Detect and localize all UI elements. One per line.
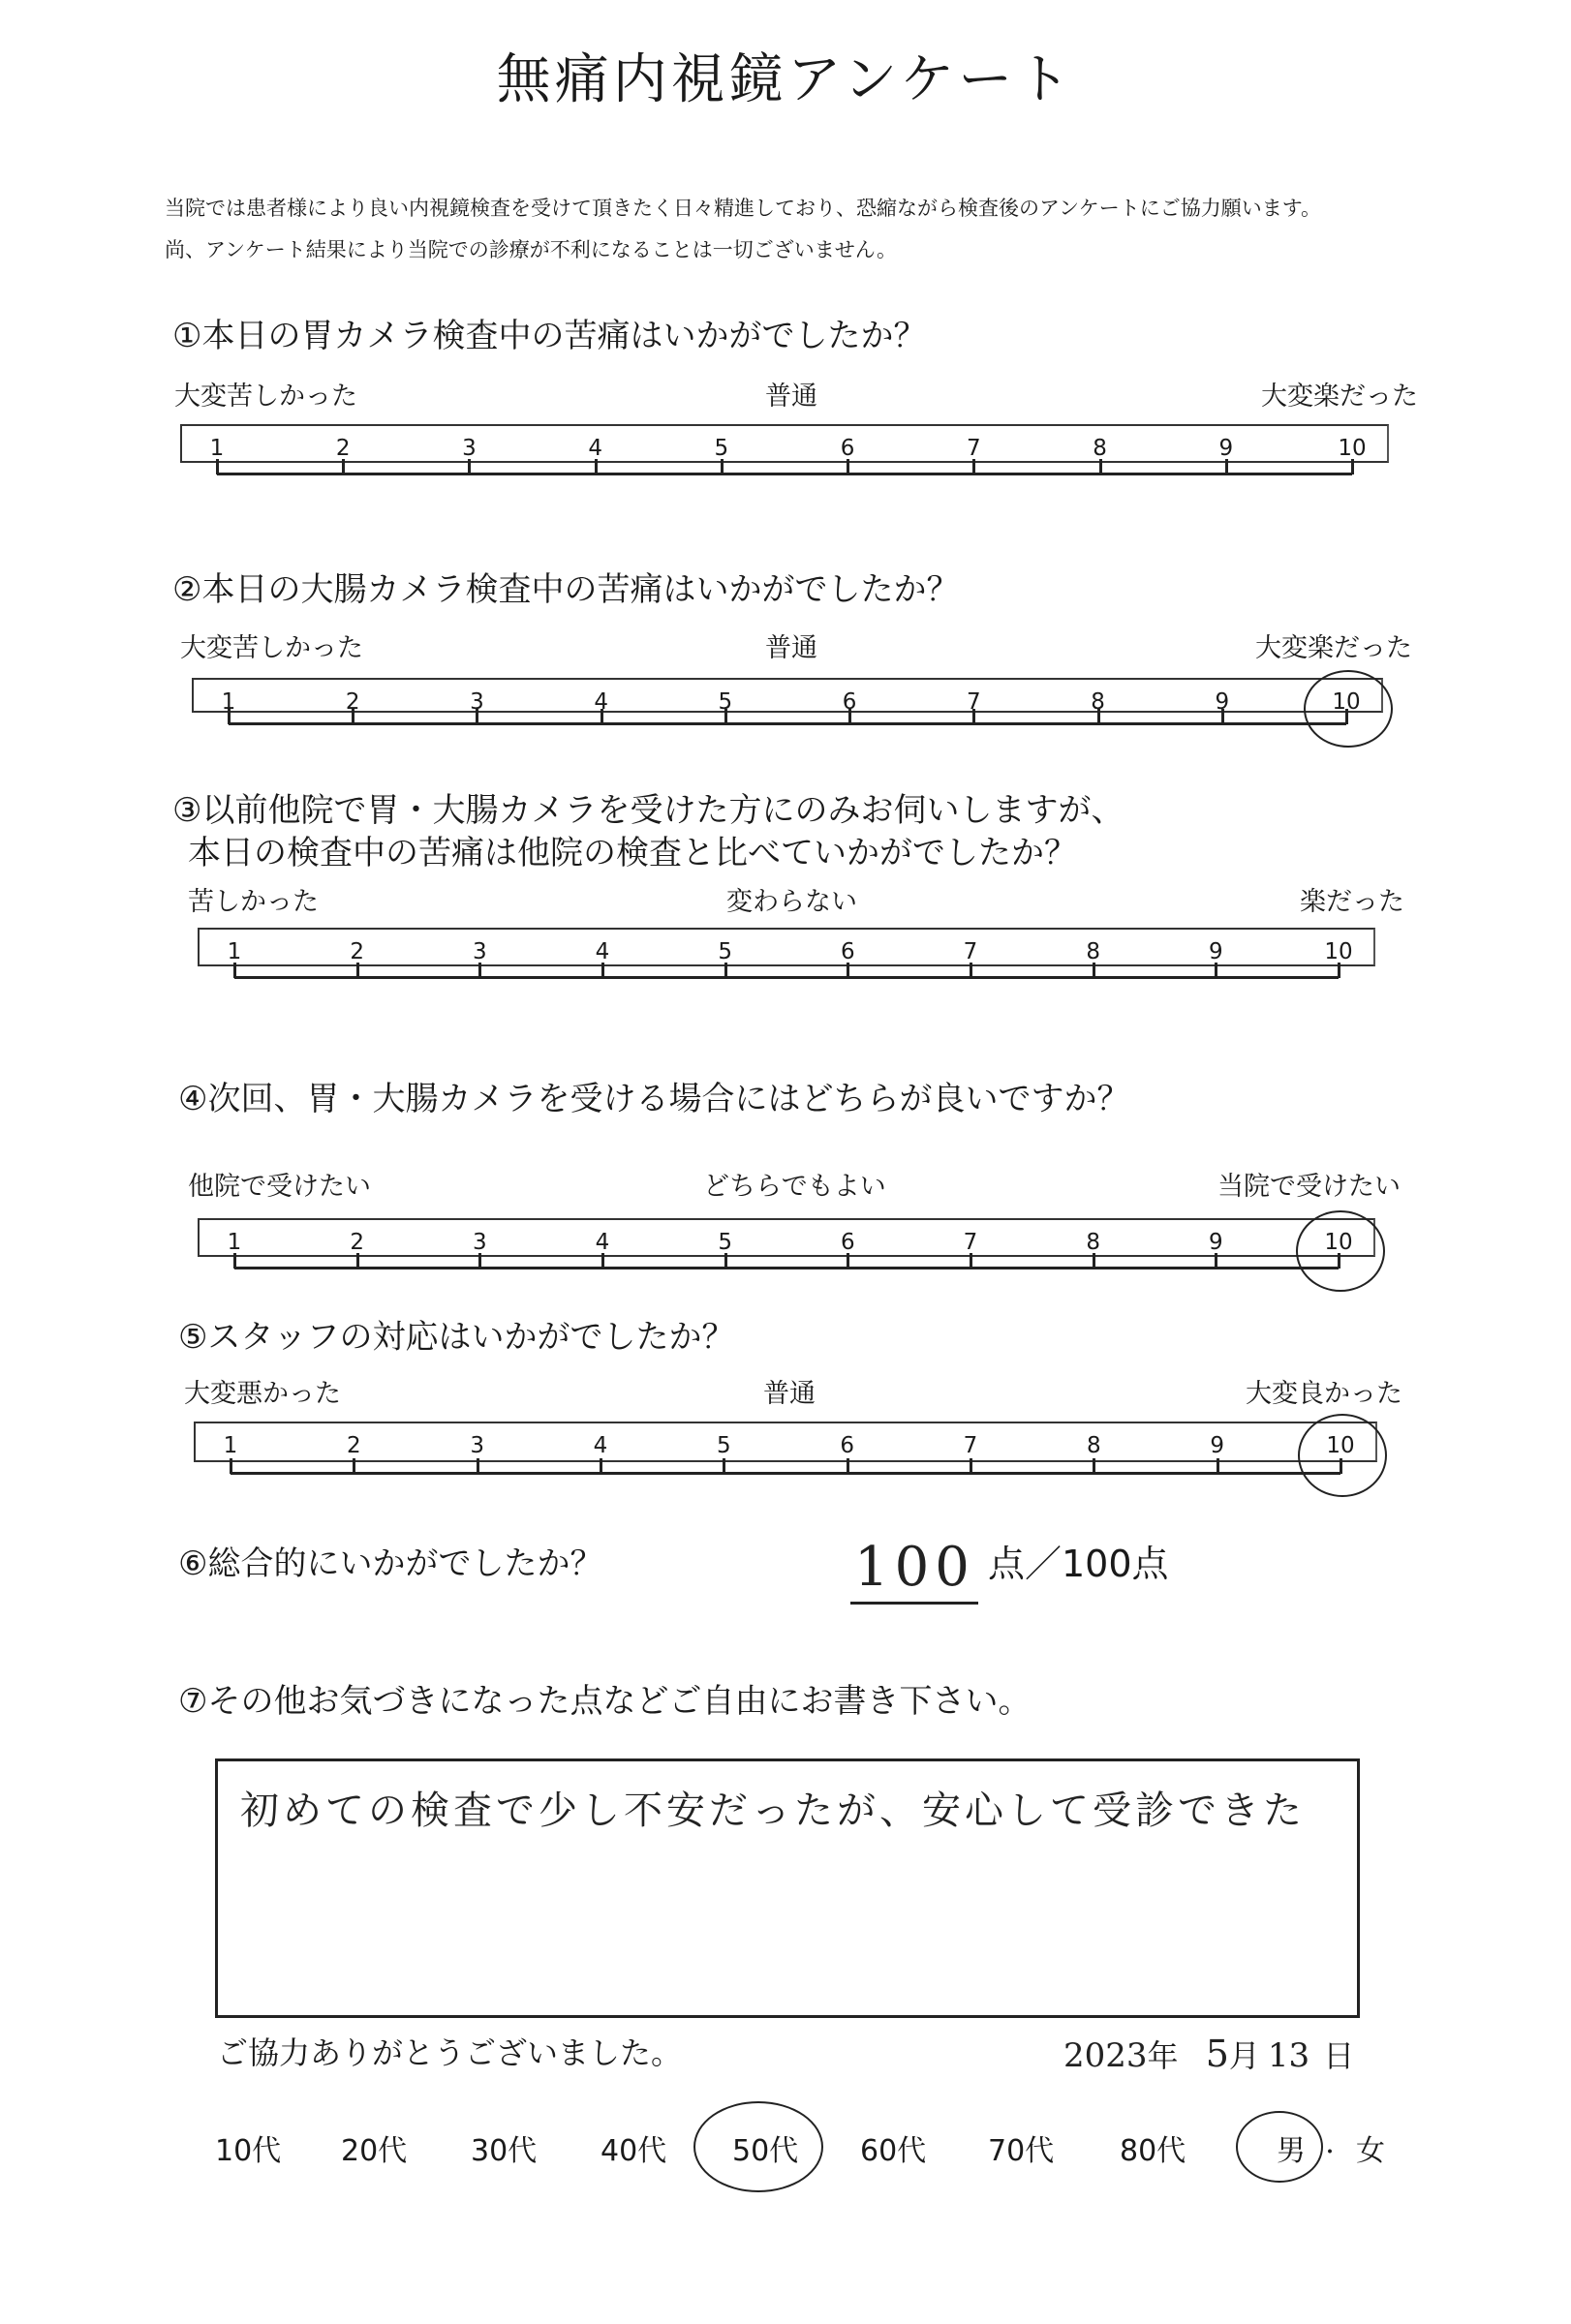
q3-scale-option-8[interactable]: 8 [1086,939,1100,964]
q3-scale-tick [356,963,359,978]
q2-scale-option-10[interactable]: 10 [1332,689,1361,715]
q4-scale-option-9[interactable]: 9 [1209,1230,1223,1255]
q5-scale-tick [970,1458,972,1474]
date-year-unit: 年 [1147,2037,1179,2074]
q3-scale-option-2[interactable]: 2 [350,939,364,964]
age-option-70s[interactable]: 70代 [988,2134,1055,2168]
q2-scale-tick [724,709,727,724]
q3-mid-anchor: 変わらない [726,887,857,917]
q3-scale-option-6[interactable]: 6 [841,939,855,964]
question-1-label: ①本日の胃カメラ検査中の苦痛はいかがでしたか？ [172,317,927,355]
q2-scale-tick [228,709,231,724]
q4-scale-tick [1215,1253,1217,1269]
q5-scale-option-10[interactable]: 10 [1326,1433,1355,1458]
q1-scale-option-6[interactable]: 6 [840,436,855,461]
q1-left-anchor: 大変苦しかった [174,382,357,412]
q3-scale-tick [233,963,236,978]
q1-right-anchor: 大変楽だった [1261,382,1418,412]
q5-scale-tick [600,1458,602,1474]
q4-scale-option-5[interactable]: 5 [718,1230,732,1255]
q2-scale-option-6[interactable]: 6 [842,689,857,715]
q3-left-anchor: 苦しかった [188,887,319,917]
q2-right-anchor: 大変楽だった [1255,633,1412,663]
q5-scale-option-2[interactable]: 2 [347,1433,361,1458]
q2-scale-option-1[interactable]: 1 [221,689,236,715]
q5-scale-box [194,1422,1377,1462]
question-2-label: ②本日の大腸カメラ検査中の苦痛はいかがでしたか？ [172,570,960,609]
q6-handwritten-score: 100 [854,1536,975,1599]
question-3-label: ③以前他院で胃・大腸カメラを受けた方にのみお伺いしますが、 [172,791,1124,830]
q3-scale-option-9[interactable]: 9 [1209,939,1223,964]
q5-scale-tick [1217,1458,1219,1474]
q1-scale-option-5[interactable]: 5 [714,436,729,461]
q1-scale-option-2[interactable]: 2 [335,436,351,461]
q2-scale-option-2[interactable]: 2 [345,689,360,715]
q1-scale-tick [1099,459,1102,474]
q3-scale-tick [1093,963,1095,978]
q4-scale-option-7[interactable]: 7 [963,1230,978,1255]
q1-scale-tick [721,459,724,474]
q4-scale-option-10[interactable]: 10 [1324,1230,1353,1255]
gender-option-male[interactable]: 男 [1277,2134,1306,2168]
q6-score-suffix: 点／100点 [988,1543,1169,1585]
q3-scale-tick [601,963,604,978]
q5-scale-line [231,1472,1340,1475]
question-5-label: ⑤スタッフの対応はいかがでしたか？ [178,1318,735,1357]
q2-scale-option-5[interactable]: 5 [718,689,733,715]
age-option-60s[interactable]: 60代 [860,2134,927,2168]
q1-scale-tick [468,459,471,474]
gender-option-female[interactable]: 女 [1356,2134,1385,2168]
q4-mid-anchor: どちらでもよい [703,1172,886,1202]
q1-scale-option-7[interactable]: 7 [967,436,981,461]
q4-scale-option-4[interactable]: 4 [595,1230,610,1255]
q1-scale-option-1[interactable]: 1 [209,436,225,461]
q4-scale-tick [724,1253,727,1269]
q1-scale-line [217,473,1352,475]
q4-scale-line [234,1267,1339,1269]
question-3-label-line2: 本日の検査中の苦痛は他院の検査と比べていかがでしたか？ [188,834,1077,872]
q5-scale-option-7[interactable]: 7 [963,1433,978,1458]
q1-scale-tick [847,459,849,474]
date-year: 2023 [1063,2036,1148,2075]
q5-selection-circle [1298,1414,1387,1497]
q4-scale-tick [1093,1253,1095,1269]
age-option-40s[interactable]: 40代 [601,2134,667,2168]
q1-scale-tick [342,459,345,474]
q5-scale-tick [230,1458,232,1474]
q2-scale-option-7[interactable]: 7 [967,689,981,715]
q1-scale-option-4[interactable]: 4 [588,436,602,461]
q4-scale-tick [847,1253,849,1269]
q4-scale-box [198,1218,1375,1257]
age-option-20s[interactable]: 20代 [341,2134,408,2168]
q4-scale-tick [356,1253,359,1269]
q2-scale-tick [848,709,851,724]
q2-scale-box [192,678,1383,713]
age-option-30s[interactable]: 30代 [471,2134,538,2168]
q4-scale-option-1[interactable]: 1 [227,1230,242,1255]
q4-right-anchor: 当院で受けたい [1217,1172,1401,1202]
q1-scale-option-3[interactable]: 3 [462,436,477,461]
q5-scale-tick [847,1458,849,1474]
age-option-80s[interactable]: 80代 [1120,2134,1186,2168]
q3-scale-tick [478,963,481,978]
thanks-message: ご協力ありがとうございました。 [217,2034,683,2071]
q4-scale-tick [478,1253,481,1269]
q1-scale-tick [972,459,975,474]
q3-scale-tick [1338,963,1340,978]
q5-scale-tick [477,1458,479,1474]
q2-selection-circle [1304,670,1393,748]
q5-scale-option-8[interactable]: 8 [1087,1433,1101,1458]
q5-scale-option-1[interactable]: 1 [223,1433,238,1458]
q2-scale-tick [1221,709,1224,724]
q3-scale-tick [847,963,849,978]
q3-scale-option-5[interactable]: 5 [718,939,732,964]
q1-scale-option-9[interactable]: 9 [1218,436,1234,461]
q6-answer-underline [850,1602,978,1605]
q5-scale-tick [353,1458,355,1474]
q3-scale-option-1[interactable]: 1 [227,939,242,964]
q4-scale-tick [970,1253,972,1269]
q4-scale-option-3[interactable]: 3 [473,1230,487,1255]
q2-mid-anchor: 普通 [765,633,817,663]
q4-selection-circle [1296,1210,1385,1292]
q4-scale-tick [601,1253,604,1269]
q1-mid-anchor: 普通 [765,382,817,412]
q2-scale-tick [601,709,603,724]
q1-scale-box [180,424,1389,463]
q3-scale-option-10[interactable]: 10 [1324,939,1353,964]
age-option-50s[interactable]: 50代 [732,2134,799,2168]
q4-scale-tick [233,1253,236,1269]
gender-separator: ・ [1319,2141,1341,2165]
q2-scale-option-3[interactable]: 3 [470,689,484,715]
intro-line-1: 当院では患者様により良い内視鏡検査を受けて頂きたく日々精進しており、恐縮ながら検査後のアンケートにご協力願います。 [165,197,1322,220]
q1-scale-tick [1225,459,1228,474]
q4-left-anchor: 他院で受けたい [188,1172,371,1202]
question-6-label: ⑥総合的にいかがでしたか？ [178,1544,603,1583]
intro-line-2: 尚、アンケート結果により当院での診療が不利になることは一切ございません。 [165,238,897,261]
q1-scale-option-10[interactable]: 10 [1338,436,1367,461]
q5-right-anchor: 大変良かった [1246,1379,1402,1409]
q2-scale-option-4[interactable]: 4 [594,689,608,715]
q5-scale-tick [1093,1458,1095,1474]
q5-mid-anchor: 普通 [763,1379,816,1409]
q3-scale-option-7[interactable]: 7 [963,939,978,964]
q3-right-anchor: 楽だった [1300,887,1404,917]
q3-scale-line [234,976,1339,979]
q3-scale-tick [724,963,727,978]
q5-scale-option-9[interactable]: 9 [1210,1433,1224,1458]
age-selection-circle [693,2101,823,2192]
date-day: 13 [1267,2036,1310,2075]
q3-scale-box [198,928,1375,966]
q5-scale-option-3[interactable]: 3 [470,1433,484,1458]
q1-scale-tick [1351,459,1354,474]
q5-scale-option-5[interactable]: 5 [717,1433,731,1458]
q4-scale-option-6[interactable]: 6 [841,1230,855,1255]
q5-left-anchor: 大変悪かった [184,1379,341,1409]
q5-scale-option-4[interactable]: 4 [593,1433,608,1458]
q1-scale-option-8[interactable]: 8 [1093,436,1107,461]
q4-scale-option-8[interactable]: 8 [1086,1230,1100,1255]
date-month: 5 [1205,2033,1229,2075]
q2-scale-tick [1097,709,1100,724]
date-day-unit: 日 [1323,2037,1355,2074]
age-option-10s[interactable]: 10代 [215,2134,282,2168]
date-field [1063,2032,1354,2076]
q3-scale-option-3[interactable]: 3 [473,939,487,964]
q2-scale-tick [352,709,354,724]
page-title: 無痛内視鏡アンケート [496,48,1075,111]
q5-scale-option-6[interactable]: 6 [840,1433,854,1458]
comment-handwritten-text: 初めての検査で少し不安だったが、安心して受診できた [240,1789,1306,1833]
q2-scale-tick [972,709,975,724]
gender-selection-circle [1236,2111,1323,2183]
q3-scale-tick [970,963,972,978]
q1-scale-tick [216,459,219,474]
q5-scale-tick [723,1458,725,1474]
date-month-unit: 月 [1228,2037,1260,2074]
q2-left-anchor: 大変苦しかった [180,633,363,663]
q4-scale-option-2[interactable]: 2 [350,1230,364,1255]
q2-scale-line [229,722,1346,725]
q2-scale-tick [476,709,478,724]
q2-scale-option-8[interactable]: 8 [1091,689,1105,715]
q3-scale-tick [1215,963,1217,978]
q2-scale-option-9[interactable]: 9 [1215,689,1230,715]
q1-scale-tick [595,459,598,474]
question-7-label: ⑦その他お気づきになった点などご自由にお書き下さい。 [178,1682,1032,1721]
q3-scale-option-4[interactable]: 4 [595,939,610,964]
question-4-label: ④次回、胃・大腸カメラを受ける場合にはどちらが良いですか？ [178,1080,1130,1118]
